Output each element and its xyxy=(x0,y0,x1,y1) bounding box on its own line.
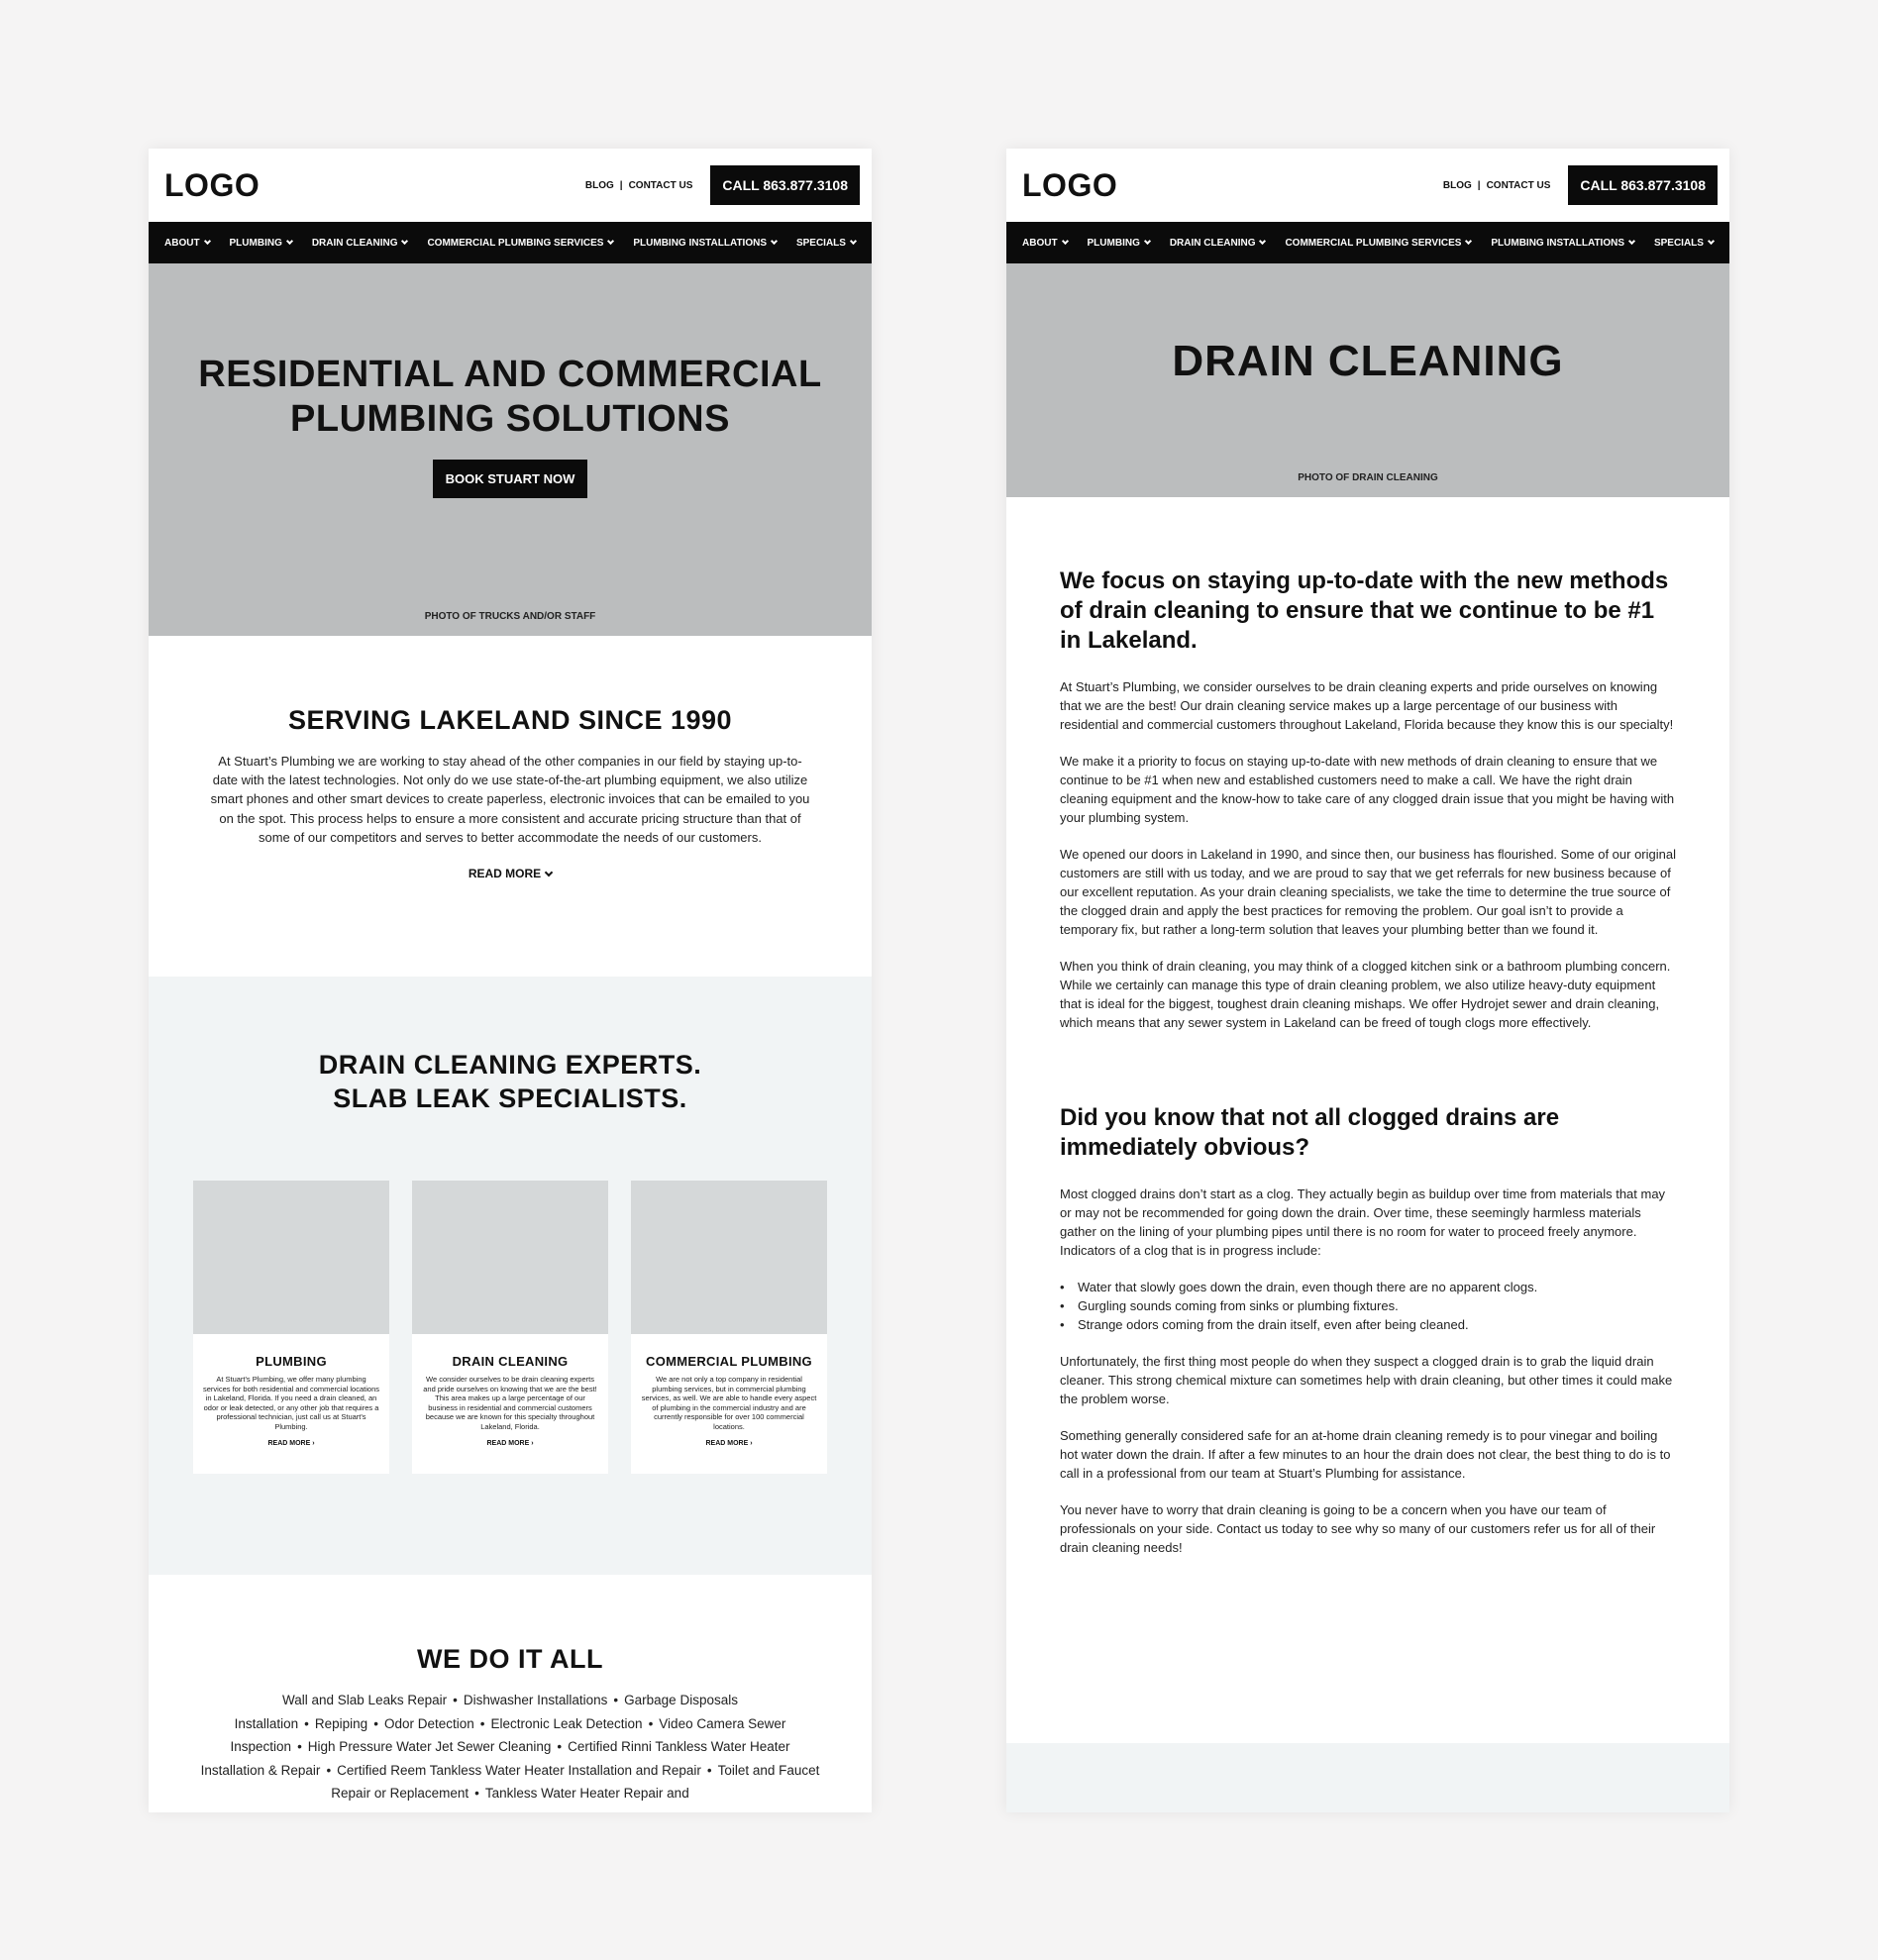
nav-item-about[interactable] xyxy=(1022,238,1068,249)
section-title: WE DO IT ALL xyxy=(417,1644,603,1674)
bullet-separator: • xyxy=(613,1693,619,1707)
nav-label: PLUMBING INSTALLATIONS xyxy=(1491,237,1624,249)
header-actions xyxy=(585,165,860,205)
page-title: DRAIN CLEANING xyxy=(1172,337,1564,385)
site-header xyxy=(1006,149,1729,222)
article-heading: We focus on staying up-to-date with the new methods of drain cleaning to ensure that we continue to be #1 in Lakeland. xyxy=(1060,567,1669,654)
nav-label: COMMERCIAL PLUMBING SERVICES xyxy=(427,237,604,249)
service-item: Tankless Water Heater Repair and xyxy=(484,1786,689,1801)
nav-label: ABOUT xyxy=(1022,237,1058,249)
card-title: COMMERCIAL PLUMBING xyxy=(646,1354,812,1369)
read-more-button[interactable] xyxy=(469,867,552,880)
hero-title xyxy=(149,353,872,442)
utility-links xyxy=(1443,180,1551,191)
read-more-label: READ MORE xyxy=(468,867,542,881)
chevron-down-icon xyxy=(850,238,857,245)
chevron-down-icon xyxy=(1062,238,1069,245)
card-text: We consider ourselves to be drain cleaning experts and pride ourselves on knowing that we are the best! This area makes up a large percentage of our business in residential and commercial customers because we are known for this specialty throughout Lakeland, Florida. xyxy=(423,1375,597,1431)
service-item: Dishwasher Installations xyxy=(463,1693,608,1707)
link-separator: | xyxy=(619,179,623,191)
nav-label: PLUMBING INSTALLATIONS xyxy=(633,237,767,249)
card-body xyxy=(193,1334,389,1474)
book-now-button[interactable]: BOOK STUART NOW xyxy=(433,460,588,498)
blog-link[interactable]: BLOG xyxy=(1442,179,1472,191)
hero-title-line: RESIDENTIAL AND COMMERCIAL xyxy=(198,354,822,395)
card-image-placeholder xyxy=(631,1181,827,1334)
card-image-placeholder xyxy=(193,1181,389,1334)
hero-title-line: PLUMBING SOLUTIONS xyxy=(290,398,730,440)
card-read-more-link[interactable]: READ MORE › xyxy=(705,1439,753,1447)
bullet-separator: • xyxy=(706,1762,712,1778)
nav-label: COMMERCIAL PLUMBING SERVICES xyxy=(1285,237,1462,249)
nav-item-plumbing[interactable] xyxy=(1088,238,1150,249)
article-paragraph: Something generally considered safe for an at-home drain cleaning remedy is to pour vinegar and boiling hot water down the drain. If after a few minutes to an hour the drain does not clear, the best thing to do is to call in a professional from our team at Stuart’s Plumbing for assistance. xyxy=(1060,1428,1671,1481)
list-item: • Gurgling sounds coming from sinks or plumbing fixtures. xyxy=(1060,1296,1676,1315)
call-button[interactable]: CALL 863.877.3108 xyxy=(1568,165,1718,205)
call-button[interactable]: CALL 863.877.3108 xyxy=(710,165,860,205)
service-cards xyxy=(193,1181,827,1474)
article-paragraph: Unfortunately, the first thing most people do when they suspect a clogged drain is to grab the liquid drain cleaner. This strong chemical mixture can sometimes help with drain cleaning, but other times it could make the problem worse. xyxy=(1060,1354,1673,1406)
serving-section xyxy=(149,636,872,977)
card-read-more-link[interactable]: READ MORE › xyxy=(486,1439,534,1447)
article-paragraph: You never have to worry that drain cleaning is going to be a concern when you have our team of professionals on your side. Contact us today to see why so many of our customers refer us for all of their drain cleaning needs! xyxy=(1060,1502,1656,1555)
site-header xyxy=(149,149,872,222)
card-body xyxy=(412,1334,608,1474)
nav-label: PLUMBING xyxy=(229,237,282,249)
service-card-drain-cleaning xyxy=(412,1181,608,1474)
article-heading: Did you know that not all clogged drains are immediately obvious? xyxy=(1060,1104,1560,1161)
nav-item-commercial[interactable] xyxy=(1285,238,1471,249)
service-item: Certified Reem Tankless Water Heater Installation and Repair xyxy=(337,1762,701,1778)
page-hero xyxy=(1006,263,1729,497)
nav-item-specials[interactable] xyxy=(796,238,856,249)
photo-placeholder-caption: PHOTO OF TRUCKS AND/OR STAFF xyxy=(424,611,596,622)
section-title: SERVING LAKELAND SINCE 1990 xyxy=(287,705,733,735)
article-paragraph: When you think of drain cleaning, you may think of a clogged kitchen sink or a bathroom plumbing concern. While we certainly can manage this type of drain cleaning problem, we also utilize heavy-duty equipment that is ideal for the biggest, toughest drain cleaning mishaps. We offer Hydrojet sewer and drain cleaning, which means that any sewer system in Lakeland can be freed of tough clogs more effectively. xyxy=(1060,959,1671,1030)
nav-label: DRAIN CLEANING xyxy=(311,237,398,249)
nav-item-commercial[interactable] xyxy=(427,238,613,249)
logo[interactable]: LOGO xyxy=(1022,166,1118,203)
services-list xyxy=(198,1689,822,1805)
service-item: Certified Rinni Tankless Water Heater Installation & Repair xyxy=(200,1739,790,1778)
clog-indicators-list xyxy=(1060,1278,1676,1334)
article-paragraph: Most clogged drains don’t start as a clog. They actually begin as buildup over time from materials that may or may not be recommended for going down the drain. Over time, these seemingly harmless materials gather on the lining of your plumbing pipes until there is no room for water to proceed freely anymore. Indicators of a clog that is in progress include: xyxy=(1060,1186,1666,1258)
chevron-down-icon xyxy=(607,238,614,245)
chevron-down-icon xyxy=(204,238,211,245)
service-item: Video Camera Sewer Inspection xyxy=(230,1715,786,1754)
article-paragraph: We opened our doors in Lakeland in 1990, and since then, our business has flourished. Some of our original customers are still with us today, and we are proud to say that we get referrals for new business because of our excellent reputation. As your drain cleaning specialists, we take the time to determine the true source of the clogged drain and apply the best practices for removing the problem. Our goal isn’t to provide a temporary fix, but rather a long-term solution that leaves your plumbing better than we found it. xyxy=(1060,847,1676,937)
nav-label: SPECIALS xyxy=(1653,237,1704,249)
serving-body: At Stuart’s Plumbing we are working to stay ahead of the other companies in our field by staying up-to-date with the latest technologies. Not only do we use state-of-the-art plumbing equipment, we also utilize smart phones and other smart devices to create paperless, electronic invoices that can be emailed to you on the spot. This process helps to ensure a more consistent and accurate pricing structure than that of some of our competitors and serves to better accommodate the needs of our customers. xyxy=(210,754,810,845)
nav-item-installations[interactable] xyxy=(633,238,777,249)
bullet-separator: • xyxy=(373,1715,378,1731)
service-item: Wall and Slab Leaks Repair xyxy=(282,1693,448,1707)
nav-item-drain-cleaning[interactable] xyxy=(312,238,408,249)
homepage-mockup xyxy=(149,149,872,1812)
logo[interactable]: LOGO xyxy=(164,166,261,203)
contact-us-link[interactable]: CONTACT US xyxy=(1486,179,1551,191)
services-list-section xyxy=(149,1575,872,1805)
chevron-down-icon xyxy=(545,868,553,876)
card-body xyxy=(631,1334,827,1474)
chevron-down-icon xyxy=(286,238,293,245)
footer-section-placeholder xyxy=(1006,1743,1729,1812)
nav-item-about[interactable] xyxy=(164,238,210,249)
nav-item-drain-cleaning[interactable] xyxy=(1170,238,1266,249)
section-title xyxy=(193,1048,827,1115)
hero-banner xyxy=(149,263,872,636)
bullet-separator: • xyxy=(479,1715,485,1731)
card-title: DRAIN CLEANING xyxy=(452,1354,569,1369)
card-image-placeholder xyxy=(412,1181,608,1334)
header-actions xyxy=(1443,165,1718,205)
service-item: Toilet and Faucet Repair or Replacement xyxy=(331,1762,820,1801)
service-item: Repiping xyxy=(314,1715,368,1731)
nav-label: SPECIALS xyxy=(795,237,846,249)
blog-link[interactable]: BLOG xyxy=(584,179,614,191)
nav-label: PLUMBING xyxy=(1087,237,1140,249)
nav-item-plumbing[interactable] xyxy=(230,238,292,249)
bullet-separator: • xyxy=(648,1715,654,1731)
section-title-line: DRAIN CLEANING EXPERTS. xyxy=(318,1050,702,1080)
contact-us-link[interactable]: CONTACT US xyxy=(628,179,693,191)
card-text: At Stuart's Plumbing, we offer many plumbing services for both residential and commercial locations in Lakeland, Florida. If you need a drain cleaned, an odor or leak detected, or any other job that requires a professional technician, just call us at Stuart's Plumbing. xyxy=(203,1375,379,1431)
nav-label: DRAIN CLEANING xyxy=(1169,237,1256,249)
article-paragraph: We make it a priority to focus on staying up-to-date with new methods of drain cleaning to ensure that we continue to be #1 when new and established customers need to make a call. We have the right drain cleaning equipment and the know-how to take care of any clogged drain issue that you might be having with your plumbing system. xyxy=(1060,754,1675,825)
link-separator: | xyxy=(1477,179,1481,191)
bullet-separator: • xyxy=(474,1786,479,1801)
article-content xyxy=(1006,497,1729,1557)
service-item: Garbage Disposals Installation xyxy=(234,1693,738,1731)
bullet-separator: • xyxy=(557,1739,563,1754)
service-item: Electronic Leak Detection xyxy=(490,1715,643,1731)
nav-item-specials[interactable] xyxy=(1654,238,1714,249)
nav-label: ABOUT xyxy=(164,237,200,249)
card-title: PLUMBING xyxy=(256,1354,327,1369)
service-item: High Pressure Water Jet Sewer Cleaning xyxy=(307,1739,552,1754)
list-item: • Water that slowly goes down the drain, even though there are no apparent clogs. xyxy=(1060,1278,1676,1296)
chevron-down-icon xyxy=(771,238,778,245)
chevron-down-icon xyxy=(1628,238,1635,245)
bullet-separator: • xyxy=(297,1739,302,1754)
bullet-separator: • xyxy=(326,1762,332,1778)
chevron-down-icon xyxy=(1259,238,1266,245)
chevron-down-icon xyxy=(1708,238,1715,245)
experts-section xyxy=(149,977,872,1575)
card-read-more-link[interactable]: READ MORE › xyxy=(267,1439,315,1447)
section-title-line: SLAB LEAK SPECIALISTS. xyxy=(333,1083,687,1113)
chevron-down-icon xyxy=(1465,238,1472,245)
bullet-separator: • xyxy=(304,1715,309,1731)
chevron-down-icon xyxy=(401,238,408,245)
card-text: We are not only a top company in residential plumbing services, but in commercial plumbing services, as well. We are able to handle every aspect of plumbing in the commercial industry and are currently responsible for over 100 commercial locations. xyxy=(641,1375,817,1431)
main-nav xyxy=(149,222,872,263)
service-card-commercial xyxy=(631,1181,827,1474)
nav-item-installations[interactable] xyxy=(1491,238,1634,249)
service-card-plumbing xyxy=(193,1181,389,1474)
utility-links xyxy=(585,180,693,191)
article-paragraph: At Stuart’s Plumbing, we consider ourselves to be drain cleaning experts and pride ourselves on knowing that we are the best! Our drain cleaning service makes up a large percentage of our business with residential and commercial customers throughout Lakeland, Florida because they know this is our specialty! xyxy=(1060,679,1674,732)
bullet-separator: • xyxy=(453,1693,458,1707)
list-item: • Strange odors coming from the drain itself, even after being cleaned. xyxy=(1060,1315,1676,1334)
photo-placeholder-caption: PHOTO OF DRAIN CLEANING xyxy=(1298,472,1438,483)
chevron-down-icon xyxy=(1144,238,1151,245)
drain-cleaning-page-mockup xyxy=(1006,149,1729,1812)
main-nav xyxy=(1006,222,1729,263)
service-item: Odor Detection xyxy=(383,1715,474,1731)
